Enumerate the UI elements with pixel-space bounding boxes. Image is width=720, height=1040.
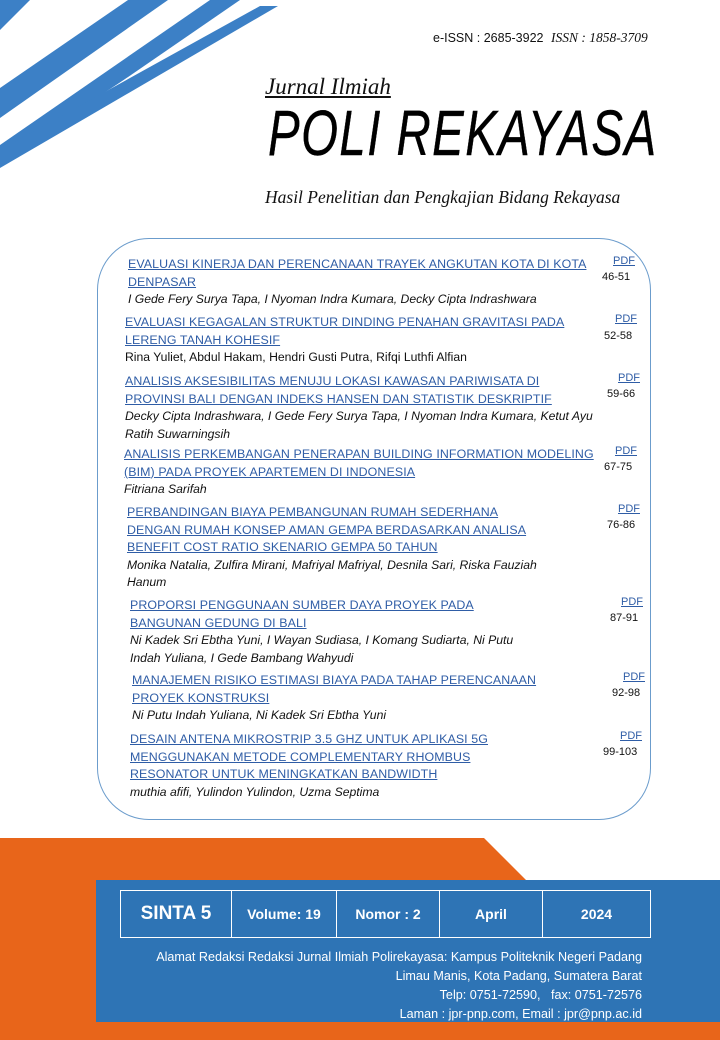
page-range: 99-103 (603, 746, 638, 758)
toc-entry (127, 504, 542, 592)
footer-panel (96, 880, 720, 1022)
pdf-link[interactable]: PDF (615, 313, 637, 325)
toc-entry (125, 373, 595, 443)
issue-month: April (440, 891, 543, 937)
decorative-stripes (0, 0, 300, 200)
page-range: 87-91 (610, 612, 639, 624)
article-title-link[interactable]: MANAJEMEN RISIKO ESTIMASI BIAYA PADA TAHAP PERENCANAAN PROYEK KONSTRUKSI (132, 673, 537, 705)
article-authors: I Gede Fery Surya Tapa, I Nyoman Indra Kumara, Decky Cipta Indrashwara (128, 292, 537, 306)
sinta-rank: SINTA 5 (121, 891, 232, 937)
pdf-link[interactable]: PDF (613, 255, 635, 267)
volume: Volume: 19 (232, 891, 337, 937)
article-authors: Decky Cipta Indrashwara, I Gede Fery Surya Tapa, I Nyoman Indra Kumara, Ketut Ayu Ratih Suwarningsih (125, 409, 593, 441)
contact-web: Laman : jpr-pnp.com, Email : jpr@pnp.ac.id (399, 1007, 642, 1021)
issue-year: 2024 (580, 906, 613, 922)
issue-number: Nomor : 2 (337, 891, 440, 937)
toc-entry (124, 446, 594, 499)
pdf-link[interactable]: PDF (620, 730, 642, 742)
page-range: 59-66 (607, 388, 636, 400)
article-title-link[interactable]: ANALISIS AKSESIBILITAS MENUJU LOKASI KAWASAN PARIWISATA DI PROVINSI BALI DENGAN INDEKS HANSEN DAN STATISTIK DESKRIPTIF (125, 374, 552, 406)
print-issn: ISSN : 1858-3709 (550, 30, 648, 45)
article-authors: Rina Yuliet, Abdul Hakam, Hendri Gusti Putra, Rifqi Luthfi Alfian (125, 350, 467, 364)
toc-entry (128, 256, 598, 309)
article-authors: muthia afifi, Yulindon Yulindon, Uzma Septima (130, 784, 380, 799)
issn-line (433, 30, 648, 46)
address-line: Alamat Redaksi Redaksi Jurnal Ilmiah Polirekayasa: Kampus Politeknik Negeri Padang (156, 950, 642, 964)
page-range: 92-98 (612, 687, 641, 699)
article-title-link[interactable]: PERBANDINGAN BIAYA PEMBANGUNAN RUMAH SEDERHANA DENGAN RUMAH KONSEP AMAN GEMPA BERDASARKAN ANALISA BENEFIT COST RATIO SKENARIO GEMPA 50 TAHUN (127, 505, 527, 554)
pdf-link[interactable]: PDF (621, 596, 643, 608)
journal-title-logo: POLI REKAYASA (268, 97, 658, 169)
page-range: 52-58 (604, 330, 633, 342)
article-authors: Monika Natalia, Zulfira Mirani, Mafriyal Mafriyal, Desnila Sari, Riska Fauziah Hanum (127, 557, 537, 589)
article-title-link[interactable]: ANALISIS PERKEMBANGAN PENERAPAN BUILDING INFORMATION MODELING (BIM) PADA PROYEK APARTEMEN DI INDONESIA (124, 447, 594, 479)
article-authors: Fitriana Sarifah (124, 482, 207, 496)
article-title-link[interactable]: EVALUASI KINERJA DAN PERENCANAAN TRAYEK ANGKUTAN KOTA DI KOTA DENPASAR (128, 257, 587, 289)
toc-entry (130, 597, 530, 667)
article-title-link[interactable]: DESAIN ANTENA MIKROSTRIP 3.5 GHZ UNTUK APLIKASI 5G MENGGUNAKAN METODE COMPLEMENTARY RHOMBUS RESONATOR UNTUK MENINGKATKAN BANDWIDTH (130, 732, 488, 781)
e-issn: e-ISSN : 2685-3922 (433, 31, 544, 45)
article-authors: Ni Putu Indah Yuliana, Ni Kadek Sri Ebtha Yuni (132, 708, 387, 722)
pdf-link[interactable]: PDF (618, 503, 640, 515)
contact-phone: Telp: 0751-72590, fax: 0751-72576 (439, 988, 642, 1002)
page-range: 76-86 (607, 519, 636, 531)
toc-entry (125, 314, 595, 367)
journal-title-small: Jurnal Ilmiah (265, 74, 391, 99)
pdf-link[interactable]: PDF (618, 372, 640, 384)
pdf-link[interactable]: PDF (623, 671, 645, 683)
address-line: Limau Manis, Kota Padang, Sumatera Barat (395, 969, 642, 983)
toc-entry (130, 731, 550, 801)
pdf-link[interactable]: PDF (615, 445, 637, 457)
toc-entry (132, 672, 552, 725)
page-range: 67-75 (604, 461, 633, 473)
issue-info-table (120, 890, 651, 938)
editorial-address (156, 948, 642, 1024)
article-authors: Ni Kadek Sri Ebtha Yuni, I Wayan Sudiasa, I Komang Sudiarta, Ni Putu Indah Yuliana, I Gede Bambang Wahyudi (130, 633, 514, 665)
article-title-link[interactable]: PROPORSI PENGGUNAAN SUMBER DAYA PROYEK PADA BANGUNAN GEDUNG DI BALI (130, 598, 474, 630)
article-title-link[interactable]: EVALUASI KEGAGALAN STRUKTUR DINDING PENAHAN GRAVITASI PADA LERENG TANAH KOHESIF (125, 315, 565, 347)
page-range: 46-51 (602, 271, 631, 283)
journal-subtitle: Hasil Penelitian dan Pengkajian Bidang Rekayasa (265, 187, 621, 207)
